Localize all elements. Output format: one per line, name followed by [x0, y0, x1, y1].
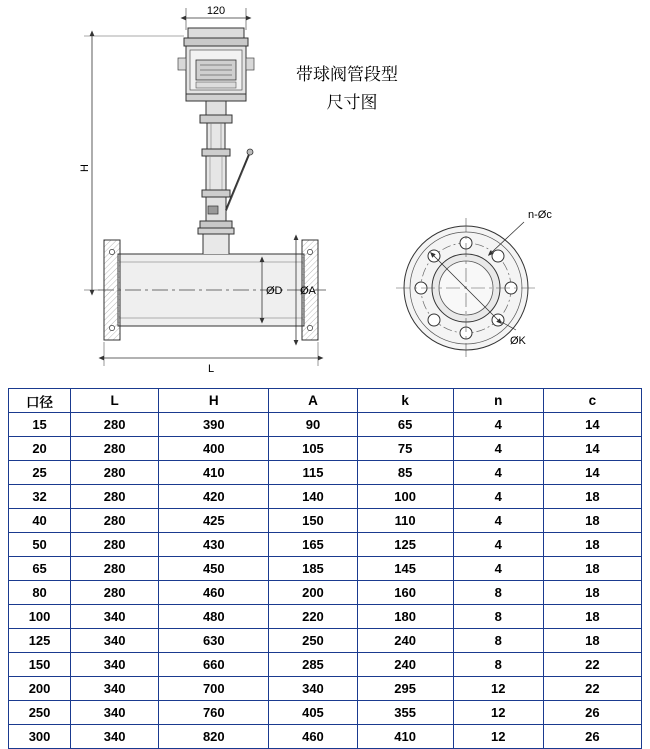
table-cell: 250 — [9, 701, 71, 725]
table-cell: 18 — [543, 605, 641, 629]
bolt-hole-label: n-Øc — [528, 209, 552, 221]
table-cell: 200 — [269, 581, 357, 605]
table-row — [9, 581, 642, 605]
height-label: H — [79, 164, 91, 172]
diagram-title-line2: 尺寸图 — [326, 93, 378, 113]
spec-table — [8, 388, 642, 749]
table-cell: 340 — [71, 677, 159, 701]
table-cell: 4 — [453, 533, 543, 557]
table-cell: 100 — [357, 485, 453, 509]
table-cell: 280 — [71, 461, 159, 485]
table-cell: 20 — [9, 437, 71, 461]
table-cell: 250 — [269, 629, 357, 653]
table-row — [9, 629, 642, 653]
table-cell: 480 — [159, 605, 269, 629]
table-cell: 14 — [543, 461, 641, 485]
table-cell: 160 — [357, 581, 453, 605]
table-cell: 26 — [543, 725, 641, 749]
table-cell: 12 — [453, 701, 543, 725]
table-cell: 40 — [9, 509, 71, 533]
table-cell: 280 — [71, 509, 159, 533]
table-header-cell: c — [543, 389, 641, 413]
table-cell: 240 — [357, 653, 453, 677]
table-cell: 760 — [159, 701, 269, 725]
table-header-cell: L — [71, 389, 159, 413]
table-cell: 18 — [543, 533, 641, 557]
table-cell: 280 — [71, 413, 159, 437]
table-cell: 15 — [9, 413, 71, 437]
table-body — [9, 413, 642, 749]
table-cell: 110 — [357, 509, 453, 533]
table-cell: 18 — [543, 509, 641, 533]
table-cell: 125 — [357, 533, 453, 557]
table-cell: 12 — [453, 725, 543, 749]
table-cell: 460 — [159, 581, 269, 605]
table-row — [9, 701, 642, 725]
table-cell: 425 — [159, 509, 269, 533]
height-dimension — [84, 36, 184, 290]
table-cell: 295 — [357, 677, 453, 701]
table-cell: 65 — [357, 413, 453, 437]
table-header-cell: H — [159, 389, 269, 413]
table-cell: 18 — [543, 629, 641, 653]
left-flange — [104, 240, 120, 340]
table-header-row — [9, 389, 642, 413]
table-cell: 280 — [71, 437, 159, 461]
table-header-cell: n — [453, 389, 543, 413]
table-cell: 340 — [71, 605, 159, 629]
table-row — [9, 677, 642, 701]
table-cell: 340 — [71, 725, 159, 749]
table-row — [9, 437, 642, 461]
table-cell: 18 — [543, 581, 641, 605]
table-cell: 150 — [269, 509, 357, 533]
table-cell: 660 — [159, 653, 269, 677]
table-cell: 32 — [9, 485, 71, 509]
table-cell: 390 — [159, 413, 269, 437]
table-cell: 145 — [357, 557, 453, 581]
table-cell: 80 — [9, 581, 71, 605]
table-header-cell: k — [357, 389, 453, 413]
table-cell: 125 — [9, 629, 71, 653]
table-cell: 460 — [269, 725, 357, 749]
table-cell: 115 — [269, 461, 357, 485]
table-cell: 4 — [453, 437, 543, 461]
table-cell: 630 — [159, 629, 269, 653]
table-cell: 420 — [159, 485, 269, 509]
pipe-spool — [98, 228, 326, 326]
table-cell: 300 — [9, 725, 71, 749]
diameter-a-label: ØA — [300, 285, 316, 297]
table-cell: 85 — [357, 461, 453, 485]
table-row — [9, 557, 642, 581]
table-cell: 50 — [9, 533, 71, 557]
table-cell: 22 — [543, 677, 641, 701]
table-cell: 450 — [159, 557, 269, 581]
table-cell: 18 — [543, 557, 641, 581]
table-cell: 410 — [357, 725, 453, 749]
diameter-d-label: ØD — [266, 285, 283, 297]
length-label: L — [207, 363, 215, 375]
table-header-cell: 口径 — [9, 389, 71, 413]
table-cell: 185 — [269, 557, 357, 581]
table-row — [9, 413, 642, 437]
table-cell: 8 — [453, 653, 543, 677]
table-cell: 280 — [71, 581, 159, 605]
table-cell: 820 — [159, 725, 269, 749]
table-cell: 25 — [9, 461, 71, 485]
table-cell: 165 — [269, 533, 357, 557]
table-cell: 200 — [9, 677, 71, 701]
table-cell: 105 — [269, 437, 357, 461]
table-cell: 75 — [357, 437, 453, 461]
table-cell: 100 — [9, 605, 71, 629]
table-cell: 14 — [543, 437, 641, 461]
table-cell: 280 — [71, 557, 159, 581]
table-cell: 280 — [71, 533, 159, 557]
table-cell: 355 — [357, 701, 453, 725]
table-cell: 285 — [269, 653, 357, 677]
bolt-circle-label: ØK — [510, 335, 526, 347]
table-cell: 410 — [159, 461, 269, 485]
transmitter-housing — [178, 28, 254, 101]
table-cell: 220 — [269, 605, 357, 629]
top-width-label: 120 — [206, 5, 226, 17]
table-cell: 8 — [453, 581, 543, 605]
table-cell: 280 — [71, 485, 159, 509]
table-row — [9, 509, 642, 533]
table-cell: 26 — [543, 701, 641, 725]
table-cell: 4 — [453, 413, 543, 437]
table-cell: 400 — [159, 437, 269, 461]
table-cell: 8 — [453, 605, 543, 629]
table-cell: 4 — [453, 485, 543, 509]
table-header-cell: A — [269, 389, 357, 413]
table-cell: 12 — [453, 677, 543, 701]
table-cell: 240 — [357, 629, 453, 653]
table-cell: 8 — [453, 629, 543, 653]
table-row — [9, 725, 642, 749]
table-row — [9, 653, 642, 677]
table-cell: 18 — [543, 485, 641, 509]
table-cell: 150 — [9, 653, 71, 677]
table-cell: 4 — [453, 461, 543, 485]
table-cell: 4 — [453, 557, 543, 581]
table-cell: 180 — [357, 605, 453, 629]
table-row — [9, 485, 642, 509]
spec-table-container — [8, 388, 642, 749]
table-row — [9, 533, 642, 557]
table-cell: 430 — [159, 533, 269, 557]
table-cell: 65 — [9, 557, 71, 581]
diagram-title-line1: 带球阀管段型 — [296, 65, 398, 85]
table-cell: 340 — [269, 677, 357, 701]
table-cell: 22 — [543, 653, 641, 677]
table-cell: 700 — [159, 677, 269, 701]
table-cell: 340 — [71, 653, 159, 677]
table-row — [9, 605, 642, 629]
table-cell: 14 — [543, 413, 641, 437]
table-cell: 140 — [269, 485, 357, 509]
table-cell: 90 — [269, 413, 357, 437]
table-row — [9, 461, 642, 485]
table-cell: 340 — [71, 629, 159, 653]
table-cell: 4 — [453, 509, 543, 533]
table-cell: 405 — [269, 701, 357, 725]
table-cell: 340 — [71, 701, 159, 725]
